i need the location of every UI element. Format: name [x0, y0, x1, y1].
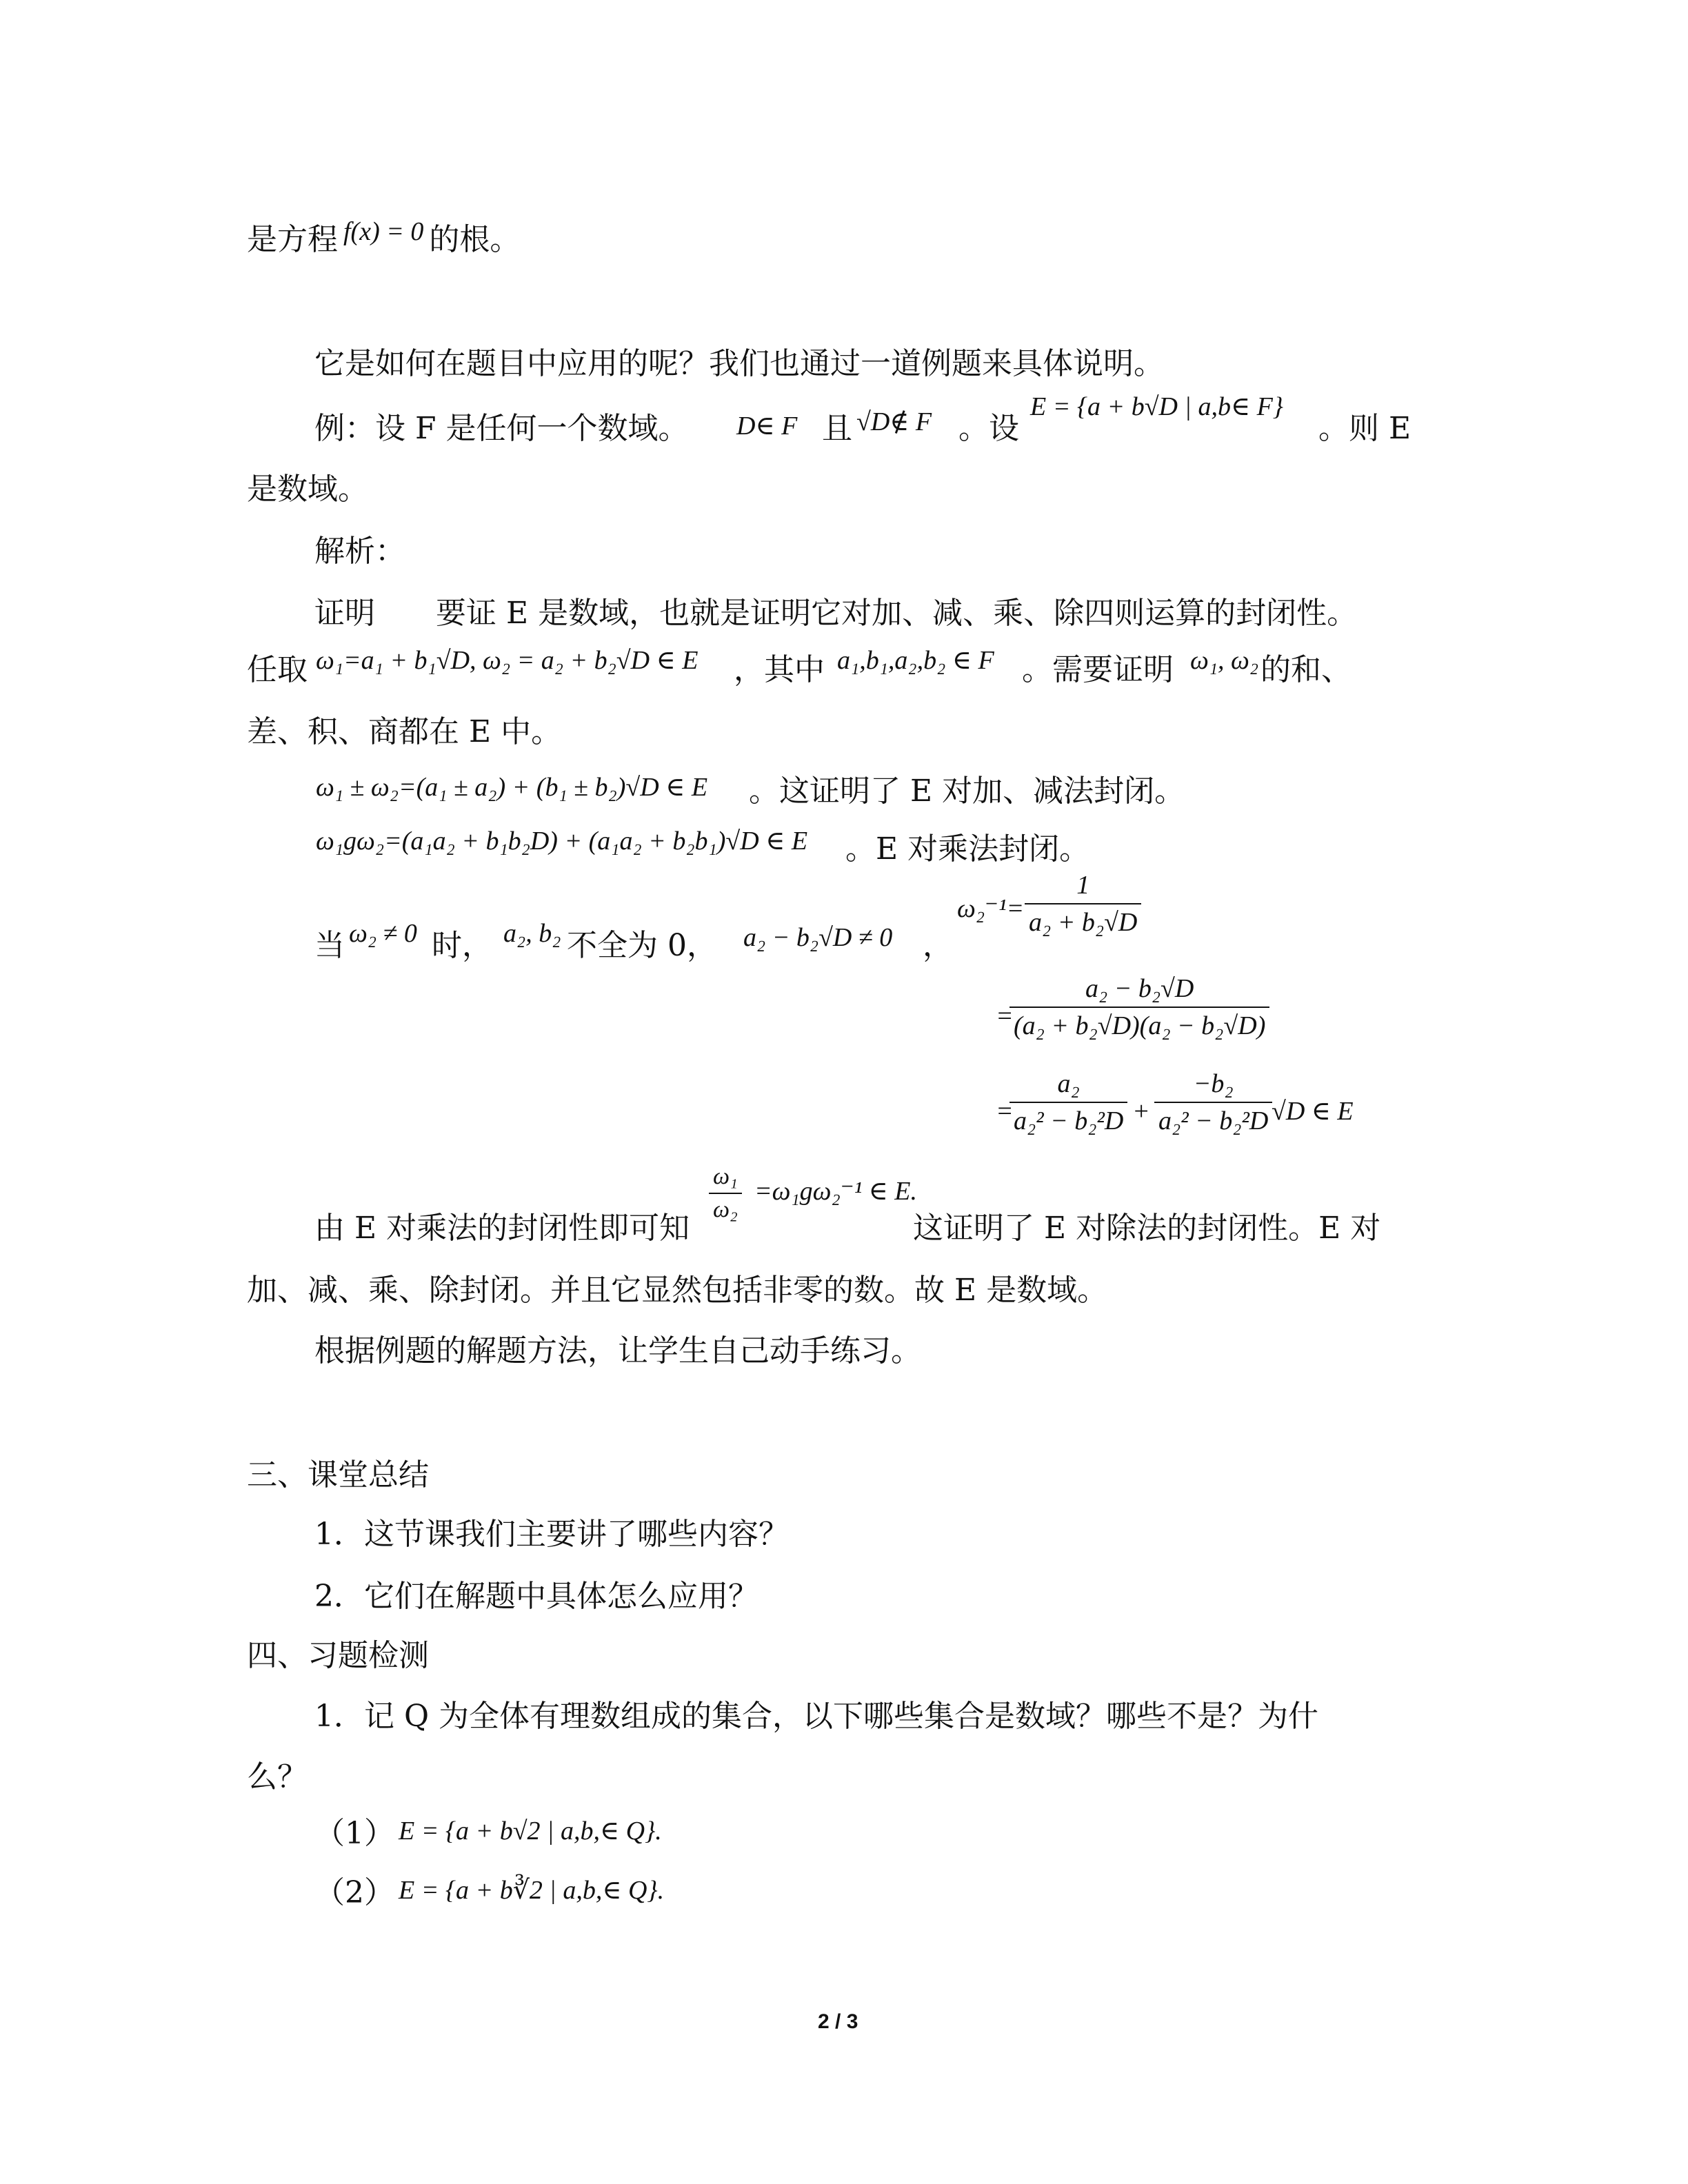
math-expression: a₂ − b₂√D ≠ 0 [743, 923, 893, 952]
text: ， [923, 928, 953, 963]
math-expression: = [996, 1097, 1014, 1126]
math-expression: + [1132, 1097, 1150, 1126]
section-heading: 三、课堂总结 [247, 1457, 429, 1493]
text: 是数域。 [247, 472, 368, 507]
text-line [247, 219, 520, 262]
numerator: −b₂ [1193, 1069, 1234, 1098]
denominator: ω₂ [709, 1193, 742, 1223]
list-number: （2） [314, 1875, 394, 1910]
math-expression: a₂, b₂ [503, 919, 561, 948]
list-item: 1．这节课我们主要讲了哪些内容？ [314, 1517, 789, 1552]
text: 。需要证明 [1022, 652, 1174, 687]
fraction [709, 1164, 742, 1223]
question: 1．记 Q 为全体有理数组成的集合，以下哪些集合是数域？哪些不是？为什 [314, 1699, 1319, 1734]
numerator: a₂ [1057, 1069, 1080, 1098]
math-expression: =ω₁gω₂⁻¹ ∈ E. [754, 1177, 918, 1206]
math-expression: ω₂ ≠ 0 [349, 919, 417, 948]
text: 任取 [247, 652, 308, 687]
text: 。则 E [1318, 411, 1411, 446]
page-number: 2 / 3 [818, 2010, 858, 2033]
text: 么？ [247, 1759, 308, 1794]
fraction [1009, 973, 1269, 1041]
denominator: a₂² − b₂²D [1009, 1102, 1127, 1136]
fraction [1009, 1069, 1127, 1136]
math-expression: E = {a + b√2 | a,b,∈ Q}. [399, 1817, 662, 1846]
math-expression: ω₁=a₁ + b₁√D, ω₂ = a₂ + b₂√D ∈ E [316, 646, 699, 675]
fraction [1154, 1069, 1272, 1136]
math-expression: D∈ F [736, 412, 798, 441]
fraction [1025, 870, 1141, 938]
denominator: (a₂ + b₂√D)(a₂ − b₂√D) [1009, 1007, 1269, 1041]
denominator: a₂² − b₂²D [1154, 1102, 1272, 1136]
math-expression: ω₁ ± ω₂=(a₁ ± a₂) + (b₁ ± b₂)√D ∈ E [316, 773, 708, 802]
paragraph: 证明 要证 E 是数域，也就是证明它对加、减、乘、除四则运算的封闭性。 [314, 596, 1358, 631]
text: 当 [314, 928, 345, 963]
text: 。设 [958, 411, 1019, 446]
math-expression: E = {a + b∛2 | a,b,∈ Q}. [399, 1876, 665, 1905]
text: 差、积、商都在 E 中。 [247, 714, 562, 749]
text: ，其中 [734, 652, 825, 687]
paragraph: 它是如何在题目中应用的呢？我们也通过一道例题来具体说明。 [314, 346, 1164, 381]
math-expression: E = {a + b√D | a,b∈ F} [1030, 392, 1283, 421]
numerator: a₂ − b₂√D [1085, 974, 1194, 1003]
text: 这证明了 E 对除法的封闭性。E 对 [913, 1211, 1381, 1246]
math-expression: ω₁, ω₂ [1190, 646, 1259, 675]
list-item: 2．它们在解题中具体怎么应用？ [314, 1579, 758, 1614]
text: 不全为 0， [567, 928, 717, 963]
numerator: ω₁ [713, 1164, 738, 1189]
text: 是方程 [247, 222, 338, 257]
paragraph: 根据例题的解题方法，让学生自己动手练习。 [314, 1333, 921, 1368]
math-expression: ω₁gω₂=(a₁a₂ + b₁b₂D) + (a₁a₂ + b₂b₁)√D ∈ E [316, 827, 808, 856]
math-expression: √D∉ F [856, 407, 932, 436]
paragraph: 加、减、乘、除封闭。并且它显然包括非零的数。故 E 是数域。 [247, 1273, 1108, 1308]
section-heading: 四、习题检测 [247, 1638, 429, 1673]
text: 由 E 对乘法的封闭性即可知 [314, 1211, 690, 1246]
text: 的和、 [1260, 652, 1352, 687]
math-expression: √D ∈ E [1272, 1097, 1354, 1126]
math-expression: f(x) = 0 [343, 217, 424, 246]
text: 解析： [314, 534, 405, 569]
list-number: （1） [314, 1816, 394, 1851]
math-expression: a₁,b₁,a₂,b₂ ∈ F [837, 646, 994, 675]
denominator: a₂ + b₂√D [1025, 903, 1141, 938]
numerator: 1 [1076, 871, 1090, 900]
text: 时， [432, 928, 492, 963]
text: 例：设 F 是任何一个数域。 [314, 411, 689, 446]
text: 。E 对乘法封闭。 [845, 831, 1090, 867]
math-expression: ω₂⁻¹= [957, 894, 1025, 923]
text: 的根。 [429, 222, 521, 257]
math-expression: = [996, 1002, 1014, 1031]
text: 且 [822, 411, 852, 446]
text: 。这证明了 E 对加、减法封闭。 [749, 774, 1185, 809]
